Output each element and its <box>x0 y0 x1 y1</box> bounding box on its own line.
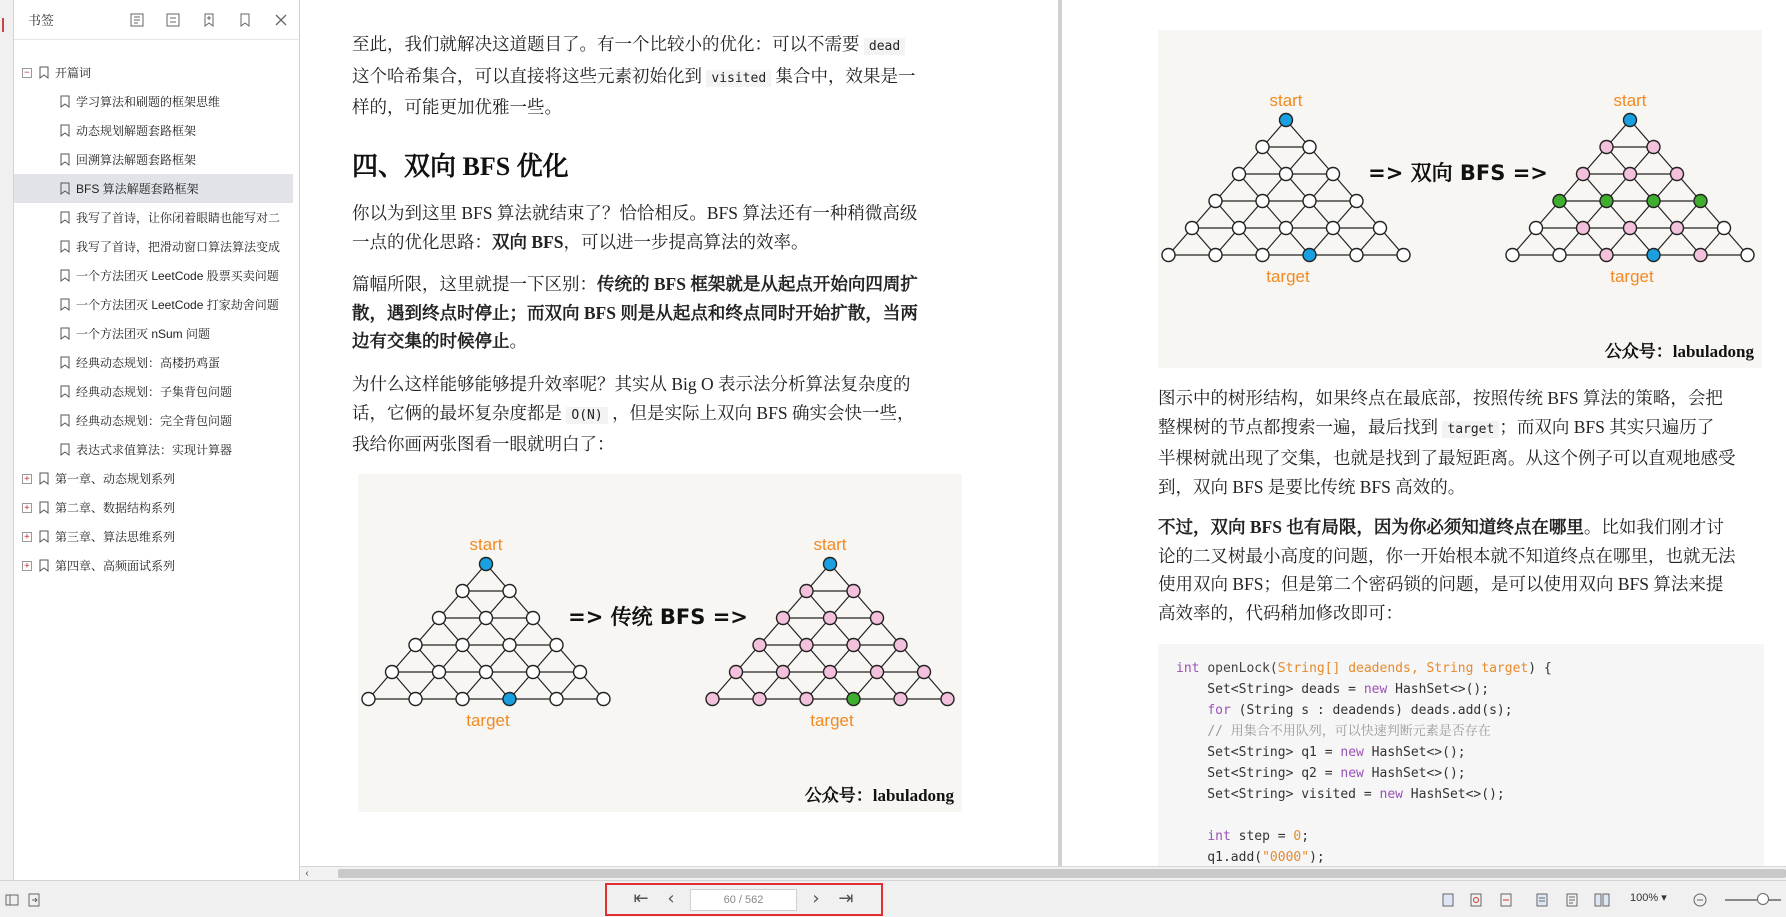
bookmark-icon <box>39 530 49 543</box>
tree-node <box>1209 195 1222 208</box>
bookmark-icon <box>60 269 70 282</box>
tree-node <box>1647 249 1660 262</box>
bookmark-icon <box>60 298 70 311</box>
bookmark-label: 第三章、算法思维系列 <box>55 530 176 544</box>
export-icon[interactable] <box>24 890 44 910</box>
tree-node <box>1303 249 1316 262</box>
tree-node <box>1647 141 1660 154</box>
fit-width-icon[interactable] <box>1496 890 1516 910</box>
next-page-button[interactable]: › <box>812 888 820 909</box>
tree-node <box>800 585 813 598</box>
page-view-icon[interactable] <box>1562 890 1582 910</box>
bookmark-item[interactable] <box>14 203 299 232</box>
tree-node <box>730 666 743 679</box>
zoom-slider[interactable] <box>1725 899 1781 901</box>
tree-node <box>1256 141 1269 154</box>
bookmark-icon <box>60 211 70 224</box>
bookmark-icon <box>60 443 70 456</box>
tree-node <box>1741 249 1754 262</box>
tree-node <box>1233 222 1246 235</box>
start-label: start <box>1269 91 1303 110</box>
tree-node <box>1506 249 1519 262</box>
add-bookmark-icon[interactable] <box>191 0 227 40</box>
tree-node <box>1397 249 1410 262</box>
bookmark-item[interactable] <box>14 464 299 493</box>
tree-node <box>1233 168 1246 181</box>
tree-diagram <box>358 474 962 812</box>
tree-node <box>1209 249 1222 262</box>
tree-node <box>1374 222 1387 235</box>
tree-node <box>1671 222 1684 235</box>
start-label: start <box>1613 91 1647 110</box>
tree-node <box>1280 222 1293 235</box>
bookmark-icon <box>39 559 49 572</box>
tree-node <box>1600 195 1613 208</box>
tree-node <box>480 612 493 625</box>
bookmark-item[interactable] <box>14 58 299 87</box>
tree-node <box>456 639 469 652</box>
tree-node <box>753 639 766 652</box>
tree-node <box>1694 195 1707 208</box>
tree-node <box>597 693 610 706</box>
close-icon[interactable] <box>263 0 299 40</box>
bookmark-icon <box>39 472 49 485</box>
tree-node <box>894 693 907 706</box>
bookmark-icon[interactable] <box>227 0 263 40</box>
bookmark-label: 我写了首诗，把滑动窗口算法算法变成 <box>76 240 281 254</box>
bookmark-icon <box>39 501 49 514</box>
tree-node <box>1600 141 1613 154</box>
bookmark-label: 经典动态规划：高楼扔鸡蛋 <box>76 356 221 370</box>
bookmark-label: 我写了首诗，让你闭着眼睛也能写对二 <box>76 211 281 225</box>
tree-node <box>706 693 719 706</box>
tree-node <box>777 666 790 679</box>
two-page-view-icon[interactable] <box>1592 890 1612 910</box>
scroll-left-arrow-icon[interactable]: ‹ <box>305 868 309 879</box>
sidebar-title: 书签 <box>28 13 55 28</box>
tree-node <box>503 693 516 706</box>
bookmark-item[interactable] <box>14 493 299 522</box>
paragraph: 篇幅所限，这里就提一下区别：传统的 BFS 框架就是从起点开始向四周扩 散，遇到终点时停止；而双向 BFS 则是从起点和终点同时开始扩散，当两 边有交集的时候停止。 <box>352 274 918 351</box>
tree-node <box>456 693 469 706</box>
bookmark-item[interactable] <box>14 435 299 464</box>
zoom-dropdown[interactable]: 100% ▾ <box>1630 892 1667 904</box>
tree-node <box>1186 222 1199 235</box>
bookmark-icon <box>60 124 70 137</box>
tree-node <box>1624 114 1637 127</box>
tree-node <box>1577 168 1590 181</box>
horizontal-scrollbar[interactable] <box>300 866 1786 880</box>
bookmark-icon <box>60 95 70 108</box>
tree-node <box>871 666 884 679</box>
bookmark-label: 一个方法团灭 LeetCode 股票买卖问题 <box>76 269 279 283</box>
tree-node <box>1280 114 1293 127</box>
bookmark-icon <box>60 327 70 340</box>
bookmark-panel-tab[interactable] <box>2 18 10 32</box>
tree-node <box>480 666 493 679</box>
tree-node <box>1553 249 1566 262</box>
tree-node <box>1303 195 1316 208</box>
bookmark-item[interactable] <box>14 551 299 580</box>
last-page-button[interactable]: ⇥ <box>838 888 854 909</box>
paragraph: 不过，双向 BFS 也有局限，因为你必须知道终点在哪里。比如我们刚才讨 论的二叉树最小高度的问题，你一开始根本就不知道终点在哪里，也就无法 使用双向 BFS；但是第二个密码锁的问题，是可以使用双向 BFS 算法来提 高效率的，代码稍加修改即可： <box>1158 517 1736 623</box>
tree-node <box>918 666 931 679</box>
bookmark-icon <box>60 153 70 166</box>
tree-node <box>847 693 860 706</box>
tree-node <box>800 693 813 706</box>
bookmark-label: 表达式求值算法：实现计算器 <box>76 443 233 457</box>
bookmark-item[interactable] <box>14 290 299 319</box>
bookmark-item[interactable] <box>14 348 299 377</box>
status-bar <box>0 880 1786 917</box>
tree-node <box>800 639 813 652</box>
expand-toggle-icon[interactable]: + <box>22 532 32 542</box>
expand-toggle-icon[interactable]: + <box>22 503 32 513</box>
tree-node <box>503 585 516 598</box>
bookmark-item[interactable] <box>14 319 299 348</box>
tree-node <box>1553 195 1566 208</box>
bookmark-icon <box>39 66 49 79</box>
sidebar-toggle-icon[interactable] <box>2 890 22 910</box>
single-page-view-icon[interactable] <box>1438 890 1458 910</box>
bookmark-item[interactable] <box>14 377 299 406</box>
paragraph: 你以为到这里 BFS 算法就结束了？恰恰相反。BFS 算法还有一种稍微高级 一点的优化思路：双向 BFS，可以进一步提高算法的效率。 <box>352 203 918 252</box>
bookmark-label: 经典动态规划：完全背包问题 <box>76 414 233 428</box>
tree-node <box>1280 168 1293 181</box>
target-label: target <box>1266 267 1310 286</box>
bookmark-label: 回溯算法解题套路框架 <box>76 153 197 167</box>
paragraph: 为什么这样能够能够提升效率呢？其实从 Big O 表示法分析算法复杂度的 话，它俩的最坏复杂度都是 O(N) ，但是实际上双向 BFS 确实会快一些， 我给你画两张图看一眼就明白了： <box>352 374 915 454</box>
tree-node <box>1600 249 1613 262</box>
bookmark-item[interactable] <box>14 116 299 145</box>
start-label: start <box>813 535 847 554</box>
target-label: target <box>810 711 854 730</box>
bookmark-label: 开篇词 <box>55 66 92 80</box>
bookmark-label: BFS 算法解题套路框架 <box>76 182 199 196</box>
bookmark-sidebar <box>14 0 300 880</box>
tree-node <box>1671 168 1684 181</box>
bookmark-icon <box>60 414 70 427</box>
bookmark-label: 动态规划解题套路框架 <box>76 124 197 138</box>
zoom-slider-thumb[interactable] <box>1757 893 1769 905</box>
tree-node <box>824 612 837 625</box>
tree-node <box>409 639 422 652</box>
tree-node <box>824 666 837 679</box>
expand-toggle-icon[interactable]: + <box>22 474 32 484</box>
tree-node <box>1162 249 1175 262</box>
bookmark-icon <box>60 240 70 253</box>
tree-node <box>1350 195 1363 208</box>
tree-node <box>894 639 907 652</box>
bookmark-item[interactable] <box>14 232 299 261</box>
expand-toggle-icon[interactable]: − <box>22 68 32 78</box>
zoom-out-icon[interactable] <box>1690 890 1710 910</box>
figure-caption: 公众号：labuladong <box>804 786 954 805</box>
figure-caption: 公众号：labuladong <box>1604 342 1754 361</box>
tree-node <box>777 612 790 625</box>
code-block: int openLock(String[] deadends, String target) { Set<String> deads = new HashSet<>(); for (String s : deadends) deads.add(s); // 用集合不用队列，可以快速判断元素是否存在 Set<String> q1 = new HashSet<>(); Set<String> q2 = new HashSet<>(); Set<String> visited = new HashSet<>(); int step = 0; q1.add("0000"); <box>1158 644 1764 866</box>
tree-node <box>574 666 587 679</box>
bookmark-item[interactable] <box>14 522 299 551</box>
tree-node <box>847 639 860 652</box>
tree-node <box>480 558 493 571</box>
bfs-figure <box>358 474 962 812</box>
tree-node <box>550 639 563 652</box>
bookmark-icon <box>60 182 70 195</box>
tree-node <box>941 693 954 706</box>
tree-node <box>753 693 766 706</box>
collapse-all-icon[interactable] <box>155 0 191 40</box>
page-number-input[interactable]: 60 / 562 <box>690 889 797 911</box>
bookmark-label: 第一章、动态规划系列 <box>55 472 176 486</box>
bookmark-label: 第二章、数据结构系列 <box>55 501 176 515</box>
paragraph: 图示中的树形结构，如果终点在最底部，按照传统 BFS 算法的策略，会把 整棵树的节点都搜索一遍，最后找到 target ；而双向 BFS 其实只遍历了 半棵树就出现了交集，也就是找到了最短距离。从这个例子可以直观地感受 到，双向 BFS 是要比传统 BFS 高效的。 <box>1158 388 1736 497</box>
expand-all-icon[interactable] <box>119 0 155 40</box>
tree-node <box>1327 168 1340 181</box>
page-right <box>1062 0 1786 866</box>
tree-node <box>847 585 860 598</box>
tree-node <box>433 666 446 679</box>
tree-node <box>456 585 469 598</box>
tree-node <box>550 693 563 706</box>
paragraph: 至此，我们就解决这道题目了。有一个比较小的优化：可以不需要 dead 这个哈希集合，可以直接将这些元素初始化到 visited 集合中，效果是一 样的，可能更加优雅一些。 <box>352 34 916 117</box>
bookmark-item[interactable] <box>14 261 299 290</box>
tree-node <box>409 693 422 706</box>
bookmark-icon <box>60 356 70 369</box>
bookmark-label: 一个方法团灭 nSum 问题 <box>76 327 211 341</box>
tree-node <box>1718 222 1731 235</box>
tree-node <box>1256 249 1269 262</box>
bookmark-item[interactable] <box>14 87 299 116</box>
tree-node <box>527 612 540 625</box>
bookmark-item[interactable] <box>14 406 299 435</box>
tree-node <box>871 612 884 625</box>
arrow-label: => 传统 BFS => <box>568 605 748 629</box>
continuous-view-icon[interactable] <box>1532 890 1552 910</box>
expand-toggle-icon[interactable]: + <box>22 561 32 571</box>
tree-node <box>527 666 540 679</box>
tree-node <box>386 666 399 679</box>
bookmark-label: 第四章、高频面试系列 <box>55 559 176 573</box>
tree-diagram <box>1158 30 1762 368</box>
tree-node <box>1624 222 1637 235</box>
previous-page-button[interactable]: ‹ <box>667 888 675 909</box>
bookmark-icon <box>60 385 70 398</box>
target-label: target <box>466 711 510 730</box>
bookmark-label: 经典动态规划：子集背包问题 <box>76 385 233 399</box>
tree-node <box>1530 222 1543 235</box>
tree-node <box>362 693 375 706</box>
tree-node <box>1350 249 1363 262</box>
document-viewer[interactable] <box>300 0 1786 866</box>
bookmark-item[interactable] <box>14 145 299 174</box>
page-left <box>300 0 1058 866</box>
arrow-label: => 双向 BFS => <box>1368 161 1548 185</box>
start-label: start <box>469 535 503 554</box>
scrollbar-thumb[interactable] <box>338 869 1786 878</box>
bookmark-item[interactable] <box>14 174 293 203</box>
tree-node <box>1577 222 1590 235</box>
tree-node <box>1694 249 1707 262</box>
bookmark-tree <box>14 40 299 580</box>
tree-node <box>1303 141 1316 154</box>
bidirectional-bfs-figure <box>1158 30 1762 368</box>
target-label: target <box>1610 267 1654 286</box>
activity-strip <box>0 0 14 880</box>
bookmark-label: 一个方法团灭 LeetCode 打家劫舍问题 <box>76 298 279 312</box>
tree-node <box>1256 195 1269 208</box>
fit-page-icon[interactable] <box>1466 890 1486 910</box>
tree-node <box>433 612 446 625</box>
section-heading: 四、双向 BFS 优化 <box>352 152 569 181</box>
tree-node <box>1327 222 1340 235</box>
tree-node <box>1624 168 1637 181</box>
tree-node <box>503 639 516 652</box>
bookmark-label: 学习算法和刷题的框架思维 <box>76 95 221 109</box>
sidebar-header <box>14 0 299 40</box>
first-page-button[interactable]: ⇤ <box>633 888 649 909</box>
tree-node <box>824 558 837 571</box>
tree-node <box>1647 195 1660 208</box>
